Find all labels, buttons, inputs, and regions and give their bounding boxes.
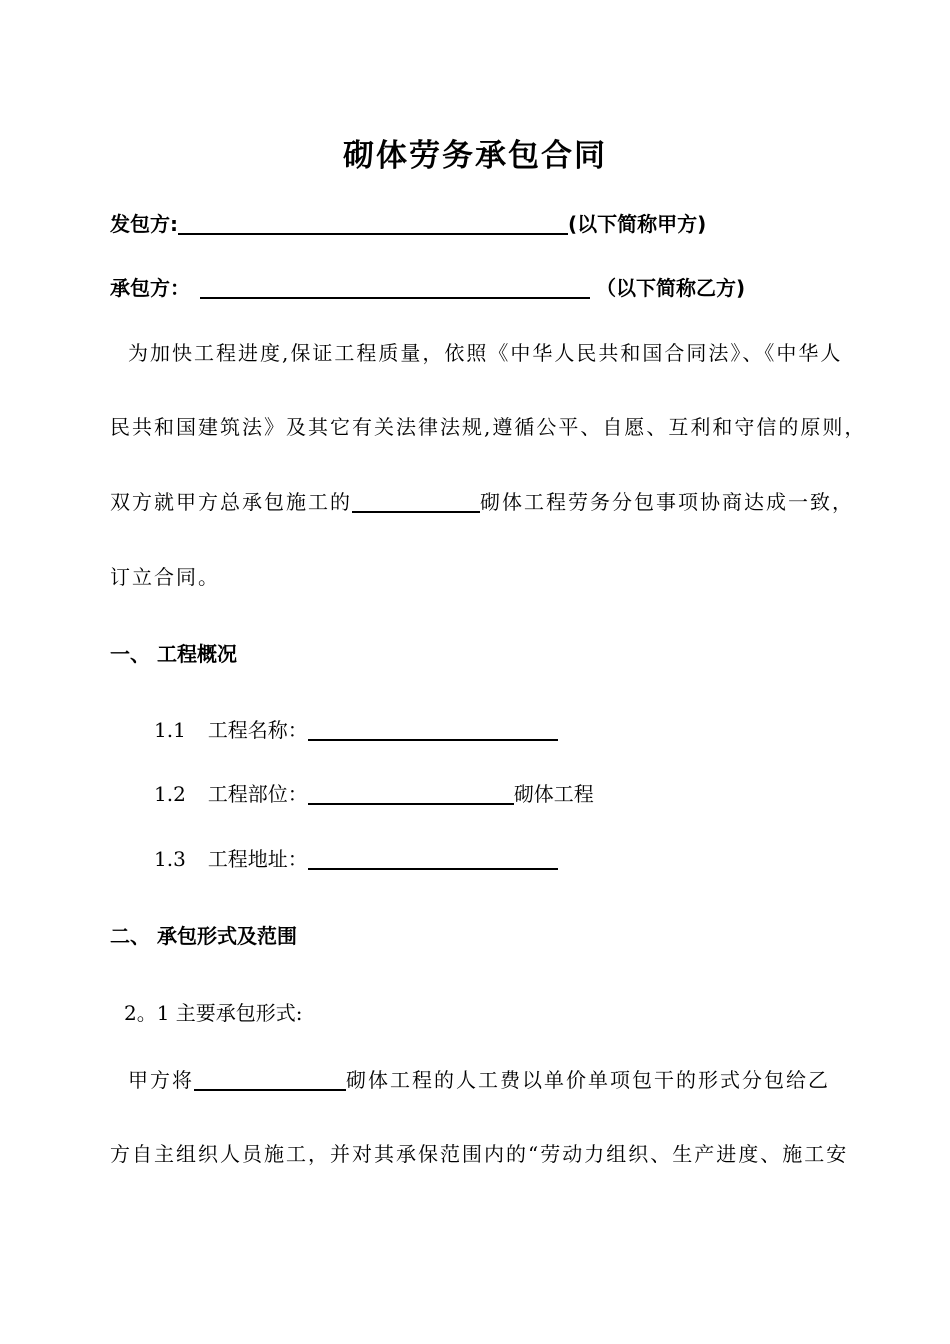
project-name-field[interactable]	[308, 717, 558, 741]
para-end: 砌体工程的人工费以单价单项包干的形式分包给乙	[346, 1068, 830, 1092]
item-1-2	[154, 780, 594, 808]
item-num: 1.2	[154, 782, 186, 806]
intro-line-1: 为加快工程进度,保证工程质量，依照《中华人民共和国合同法》、《中华人	[128, 341, 843, 365]
project-name-blank[interactable]	[352, 489, 480, 513]
section-1-heading: 一、 工程概况	[110, 642, 237, 666]
party-b-line	[110, 274, 745, 302]
item-label: 工程名称：	[207, 718, 308, 742]
party-a-suffix: (以下简称甲方)	[568, 212, 707, 236]
party-a-blank[interactable]	[178, 211, 568, 235]
intro-line-3	[110, 488, 854, 516]
contract-scope-blank[interactable]	[194, 1067, 346, 1091]
para-start: 甲方将	[128, 1068, 194, 1092]
intro-line-3-end: 砌体工程劳务分包事项协商达成一致，	[480, 490, 854, 514]
item-label: 工程地址：	[207, 847, 308, 871]
intro-line-2: 民共和国建筑法》及其它有关法律法规,遵循公平、自愿、互利和守信的原则，	[110, 415, 867, 439]
section-2-para-line-1	[128, 1066, 830, 1094]
item-1-3	[154, 845, 558, 873]
document-title: 砌体劳务承包合同	[343, 138, 607, 174]
item-1-1	[154, 716, 558, 744]
section-2-heading: 二、 承包形式及范围	[110, 924, 297, 948]
item-suffix: 砌体工程	[513, 782, 594, 806]
intro-line-4: 订立合同。	[110, 565, 220, 589]
party-a-label: 发包方:	[110, 212, 178, 236]
item-label: 工程部位：	[207, 782, 308, 806]
party-b-label: 承包方：	[110, 276, 190, 300]
intro-line-3-start: 双方就甲方总承包施工的	[110, 490, 352, 514]
section-2-para-line-2: 方自主组织人员施工，并对其承保范围内的“劳动力组织、生产进度、施工安	[110, 1142, 849, 1166]
item-num: 1.3	[154, 847, 186, 871]
project-address-field[interactable]	[308, 846, 558, 870]
party-b-suffix: （以下简称乙方)	[596, 276, 746, 300]
project-part-field[interactable]	[308, 781, 514, 805]
party-b-blank[interactable]	[200, 275, 590, 299]
item-num: 1.1	[154, 718, 186, 742]
section-2-1-subheading: 2。1 主要承包形式:	[124, 1001, 303, 1025]
party-a-line	[110, 210, 706, 238]
